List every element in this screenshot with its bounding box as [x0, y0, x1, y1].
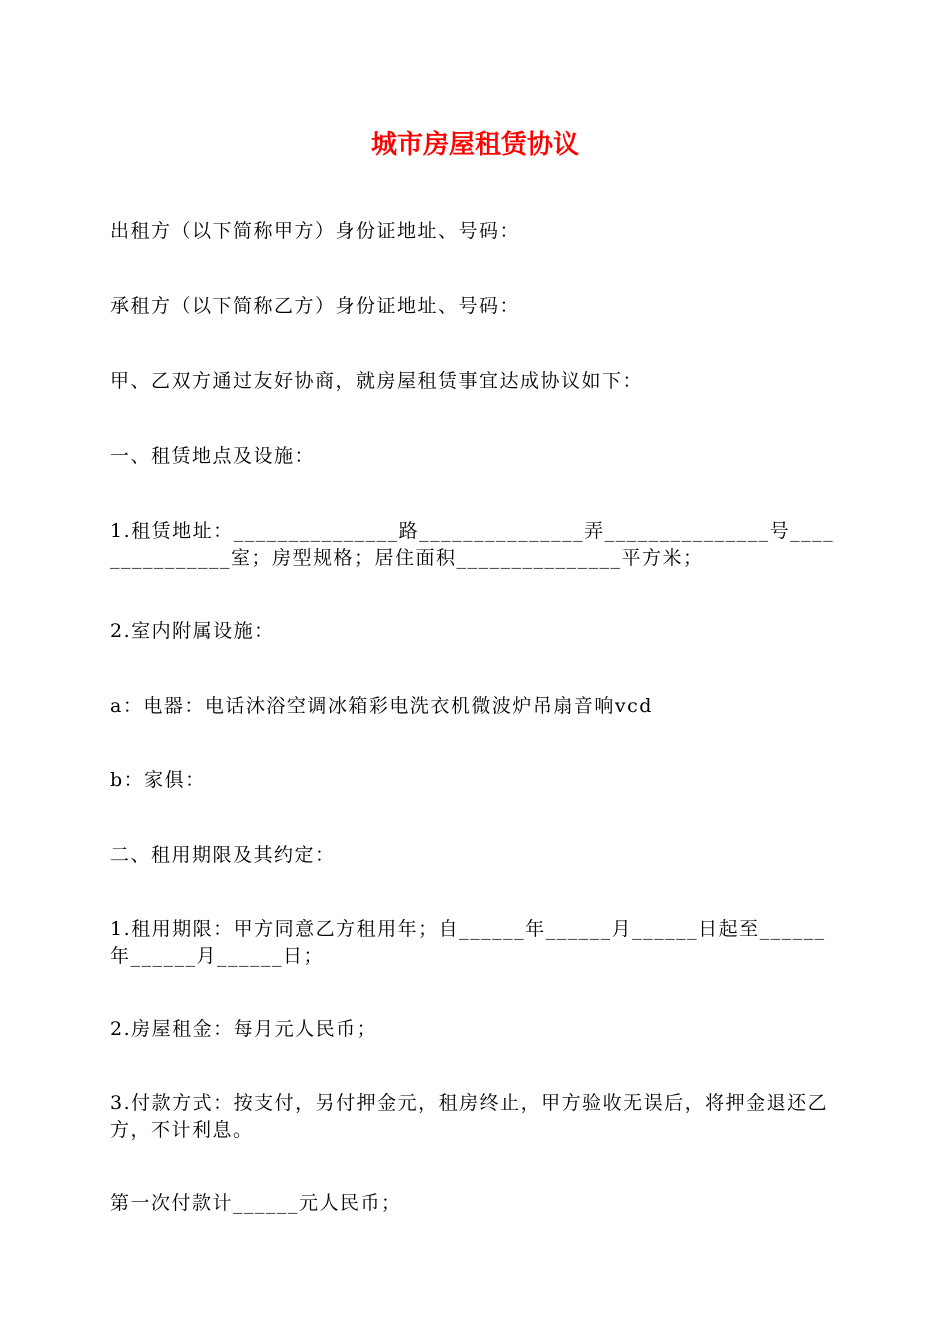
paragraph-payment-method: 3.付款方式：按支付，另付押金元，租房终止，甲方验收无误后，将押金退还乙方，不计利息。: [110, 1092, 829, 1141]
paragraph-appliances: a：电器：电话沐浴空调冰箱彩电洗衣机微波炉吊扇音响vcd: [110, 695, 653, 717]
paragraph-facilities: 2.室内附属设施：: [110, 620, 275, 642]
paragraph-first-payment: 第一次付款计______元人民币；: [110, 1192, 402, 1214]
document-title: 城市房屋租赁协议: [370, 130, 579, 160]
paragraph-furniture: b：家俱：: [110, 769, 206, 791]
paragraph-lessor: 出租方（以下简称甲方）身份证地址、号码：: [110, 220, 521, 242]
paragraph-rent: 2.房屋租金：每月元人民币；: [110, 1018, 378, 1040]
section-heading-location: 一、租赁地点及设施：: [110, 445, 316, 467]
paragraph-lease-term: 1.租用期限：甲方同意乙方租用年；自______年______月______日起至______年______月______日；: [110, 918, 826, 967]
paragraph-agreement-intro: 甲、乙双方通过友好协商，就房屋租赁事宜达成协议如下：: [110, 370, 644, 392]
section-heading-term: 二、租用期限及其约定：: [110, 844, 336, 866]
paragraph-lessee: 承租方（以下简称乙方）身份证地址、号码：: [110, 295, 521, 317]
paragraph-rental-address: 1.租赁地址：_______________路_______________弄_______________号_______________室；房型规格；居住面积_______________平方米；: [110, 520, 835, 569]
